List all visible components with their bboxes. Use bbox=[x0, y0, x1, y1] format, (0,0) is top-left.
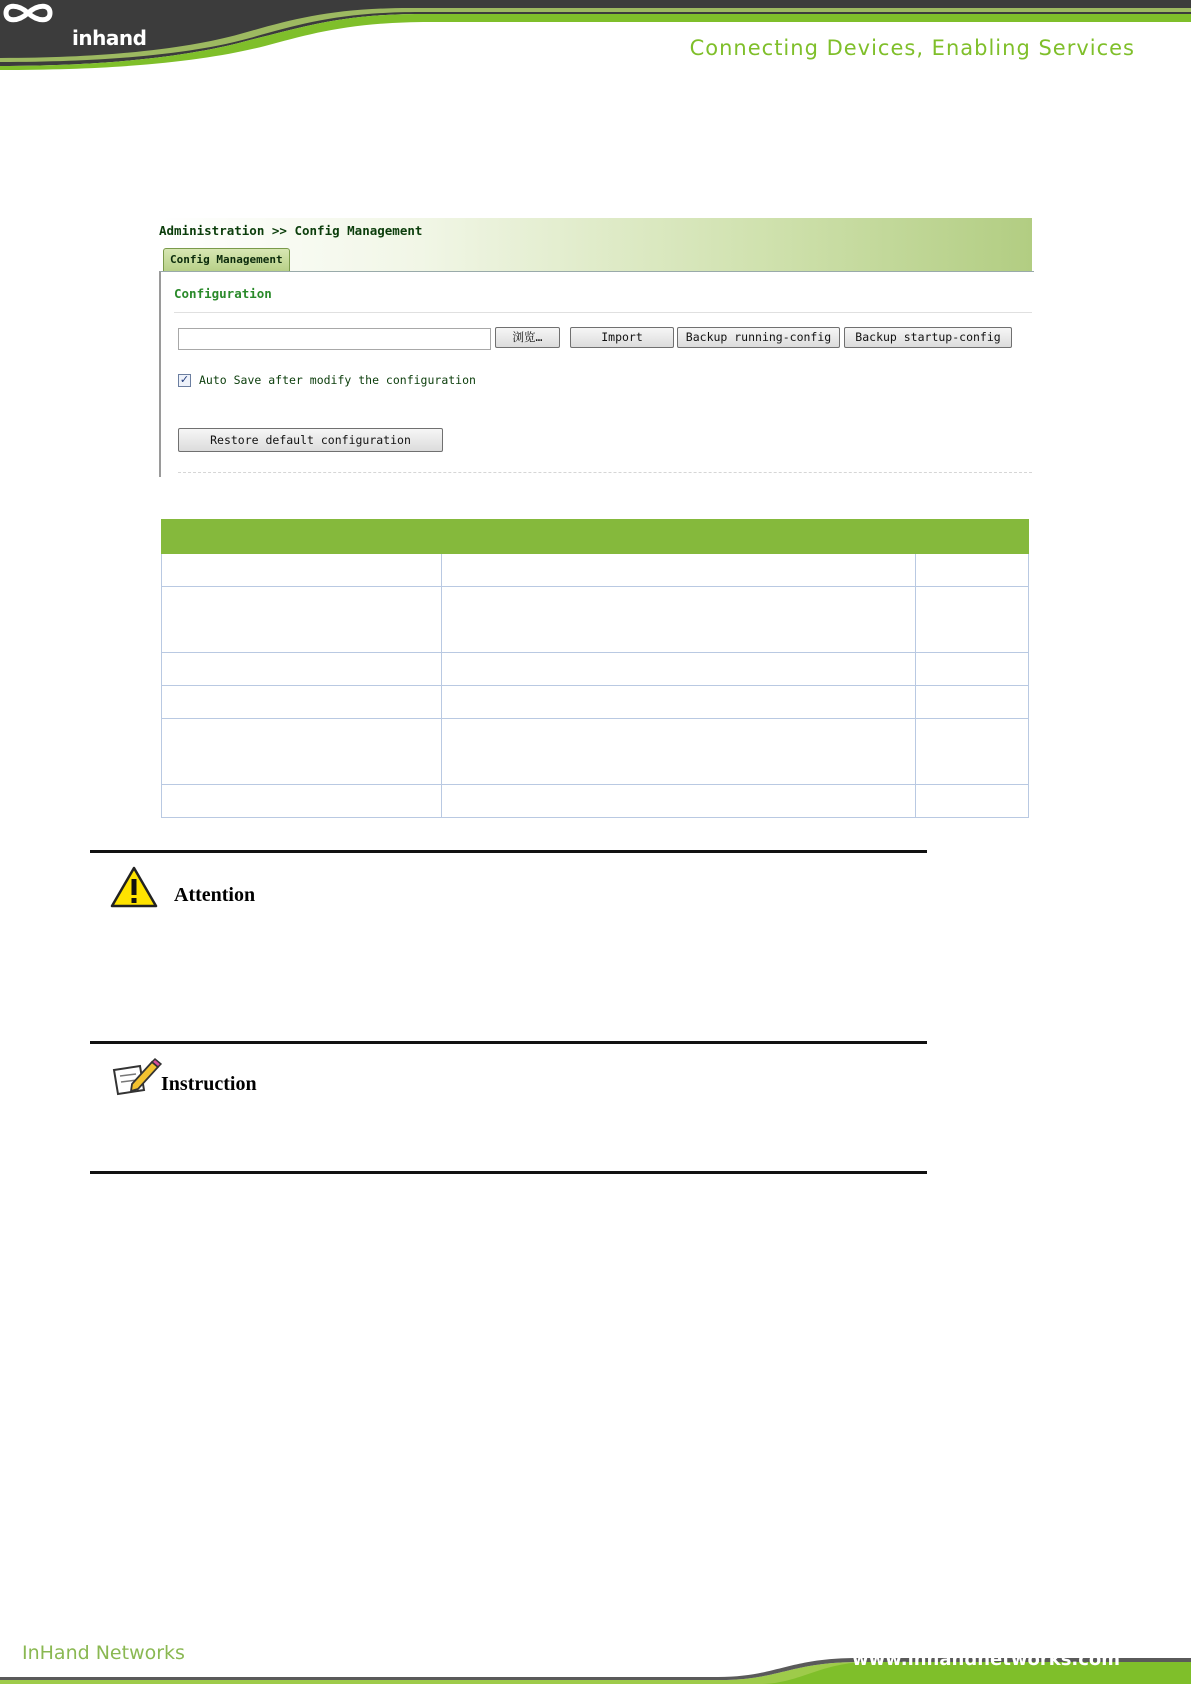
footer-company-name: InHand Networks bbox=[22, 1642, 185, 1664]
table-row bbox=[162, 587, 1029, 653]
attention-heading: Attention bbox=[174, 884, 256, 906]
logo-text: inhand bbox=[72, 26, 147, 50]
table-cell bbox=[442, 554, 916, 587]
table-cell bbox=[442, 686, 916, 719]
table-cell bbox=[916, 653, 1029, 686]
table-cell bbox=[162, 719, 442, 785]
panel-bottom-divider bbox=[178, 472, 1032, 473]
backup-startup-config-button[interactable]: Backup startup-config bbox=[844, 327, 1012, 348]
screenshot-banner bbox=[159, 218, 1032, 274]
table-row bbox=[162, 653, 1029, 686]
instruction-top-rule bbox=[90, 1041, 927, 1044]
parameter-table bbox=[161, 519, 1029, 818]
autosave-checkbox[interactable]: ✓ bbox=[179, 374, 190, 386]
instruction-heading: Instruction bbox=[161, 1073, 257, 1095]
table-cell bbox=[916, 719, 1029, 785]
table-header-cell bbox=[162, 520, 442, 554]
footer-website-link[interactable]: www.inhandnetworks.com bbox=[852, 1649, 1121, 1670]
table-cell bbox=[162, 686, 442, 719]
restore-default-button[interactable]: Restore default configuration bbox=[178, 428, 443, 452]
table-row bbox=[162, 785, 1029, 818]
table-cell bbox=[916, 686, 1029, 719]
pencil-note-icon bbox=[110, 1056, 162, 1096]
table-cell bbox=[442, 587, 916, 653]
table-row bbox=[162, 719, 1029, 785]
table-cell bbox=[916, 554, 1029, 587]
table-cell bbox=[162, 554, 442, 587]
config-file-input[interactable] bbox=[178, 328, 491, 350]
section-divider bbox=[174, 312, 1032, 313]
instruction-bottom-rule bbox=[90, 1171, 927, 1174]
header-tagline: Connecting Devices, Enabling Services bbox=[689, 36, 1135, 60]
table-row bbox=[162, 686, 1029, 719]
import-button[interactable]: Import bbox=[570, 327, 674, 348]
autosave-label: Auto Save after modify the configuration bbox=[199, 373, 476, 387]
table-cell bbox=[162, 653, 442, 686]
tab-config-management[interactable]: Config Management bbox=[163, 248, 290, 271]
logo-icon bbox=[0, 0, 56, 26]
section-title: Configuration bbox=[174, 286, 272, 301]
browse-button[interactable]: 浏览… bbox=[495, 327, 560, 348]
table-cell bbox=[162, 587, 442, 653]
table-cell bbox=[916, 587, 1029, 653]
warning-icon bbox=[109, 865, 159, 909]
table-cell bbox=[442, 719, 916, 785]
table-cell bbox=[442, 653, 916, 686]
config-management-screenshot bbox=[159, 218, 1032, 476]
table-header-cell bbox=[442, 520, 916, 554]
table-header-cell bbox=[916, 520, 1029, 554]
configuration-panel bbox=[159, 271, 1034, 477]
table-cell bbox=[916, 785, 1029, 818]
page-header bbox=[0, 0, 1191, 70]
page-footer bbox=[0, 1600, 1191, 1684]
attention-top-rule bbox=[90, 850, 927, 853]
table-row bbox=[162, 554, 1029, 587]
table-header-row bbox=[162, 520, 1029, 554]
backup-running-config-button[interactable]: Backup running-config bbox=[677, 327, 840, 348]
breadcrumb: Administration >> Config Management bbox=[159, 223, 423, 238]
table-cell bbox=[442, 785, 916, 818]
table-cell bbox=[162, 785, 442, 818]
